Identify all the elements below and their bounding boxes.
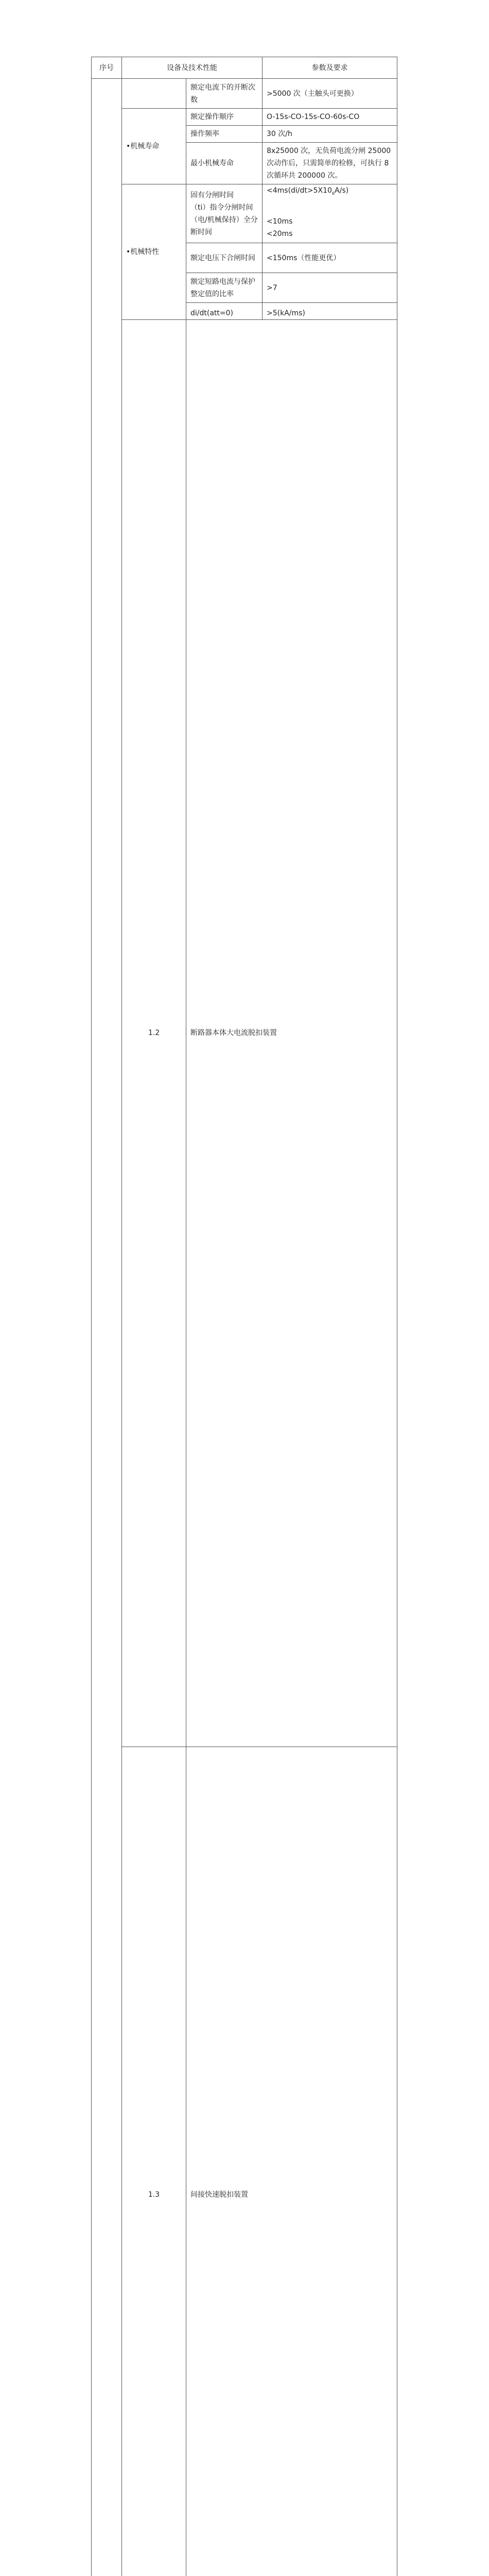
- timing-value-1-exp: 6: [332, 191, 335, 196]
- item-name: 断路器本体大电流脱扣装置: [186, 320, 397, 1747]
- row-value: 8x25000 次，无负荷电流分闸 25000 次动作后，只需简单的检修，可执行 8 次循环共 200000 次。: [263, 143, 397, 184]
- row-label: 额定电流下的开断次数: [186, 79, 263, 109]
- row-label: 额定操作顺序: [186, 109, 263, 126]
- row-value: >5(kA/ms): [263, 303, 397, 320]
- timing-value-1-text: <4ms(di/dt>5X10: [267, 187, 332, 195]
- timing-value-3: <20ms: [267, 228, 393, 240]
- item-no: 1.3: [122, 1747, 186, 2576]
- timing-label-2: （ti）指令分闸时间（电/机械保持）全分断时间: [190, 201, 258, 239]
- timing-label-cell: [186, 184, 263, 243]
- row-label: 额定电压下合闸时间: [186, 243, 263, 273]
- timing-value-1-unit: A/s): [335, 187, 348, 195]
- row-value: >7: [263, 273, 397, 303]
- header-row: [92, 57, 397, 79]
- document-page: [0, 0, 489, 679]
- header-params: 参数及要求: [263, 57, 397, 79]
- group-mech-life: •机械寿命: [122, 109, 186, 184]
- item-name: 间接快速脱扣装置: [186, 1747, 397, 2576]
- timing-value-2: <10ms: [267, 215, 393, 228]
- row-label: 额定短路电流与保护整定值的比率: [186, 273, 263, 303]
- section1-no-cell: [92, 79, 122, 2576]
- row-value: >5000 次（主触头可更换）: [263, 79, 397, 109]
- row-value: O-15s-CO-15s-CO-60s-CO: [263, 109, 397, 126]
- row-value: <150ms（性能更优）: [263, 243, 397, 273]
- header-no: 序号: [92, 57, 122, 79]
- table-row: [92, 184, 397, 243]
- table-row: [92, 320, 397, 1747]
- table-row: [92, 1747, 397, 2576]
- row-label: 最小机械寿命: [186, 143, 263, 184]
- table-row: [92, 79, 397, 109]
- group-mech-char: •机械特性: [122, 184, 186, 320]
- header-equipment: 设备及技术性能: [122, 57, 263, 79]
- item-no: 1.2: [122, 320, 186, 1747]
- timing-value-1: [267, 184, 393, 200]
- row-label: di/dt(att=0): [186, 303, 263, 320]
- row-label: 操作频率: [186, 126, 263, 143]
- spec-table: [91, 57, 397, 2576]
- timing-value-cell: [263, 184, 397, 243]
- timing-label-1: 固有分闸时间: [190, 189, 258, 201]
- table-row: [92, 109, 397, 126]
- row-value: 30 次/h: [263, 126, 397, 143]
- empty-cell: [122, 79, 186, 109]
